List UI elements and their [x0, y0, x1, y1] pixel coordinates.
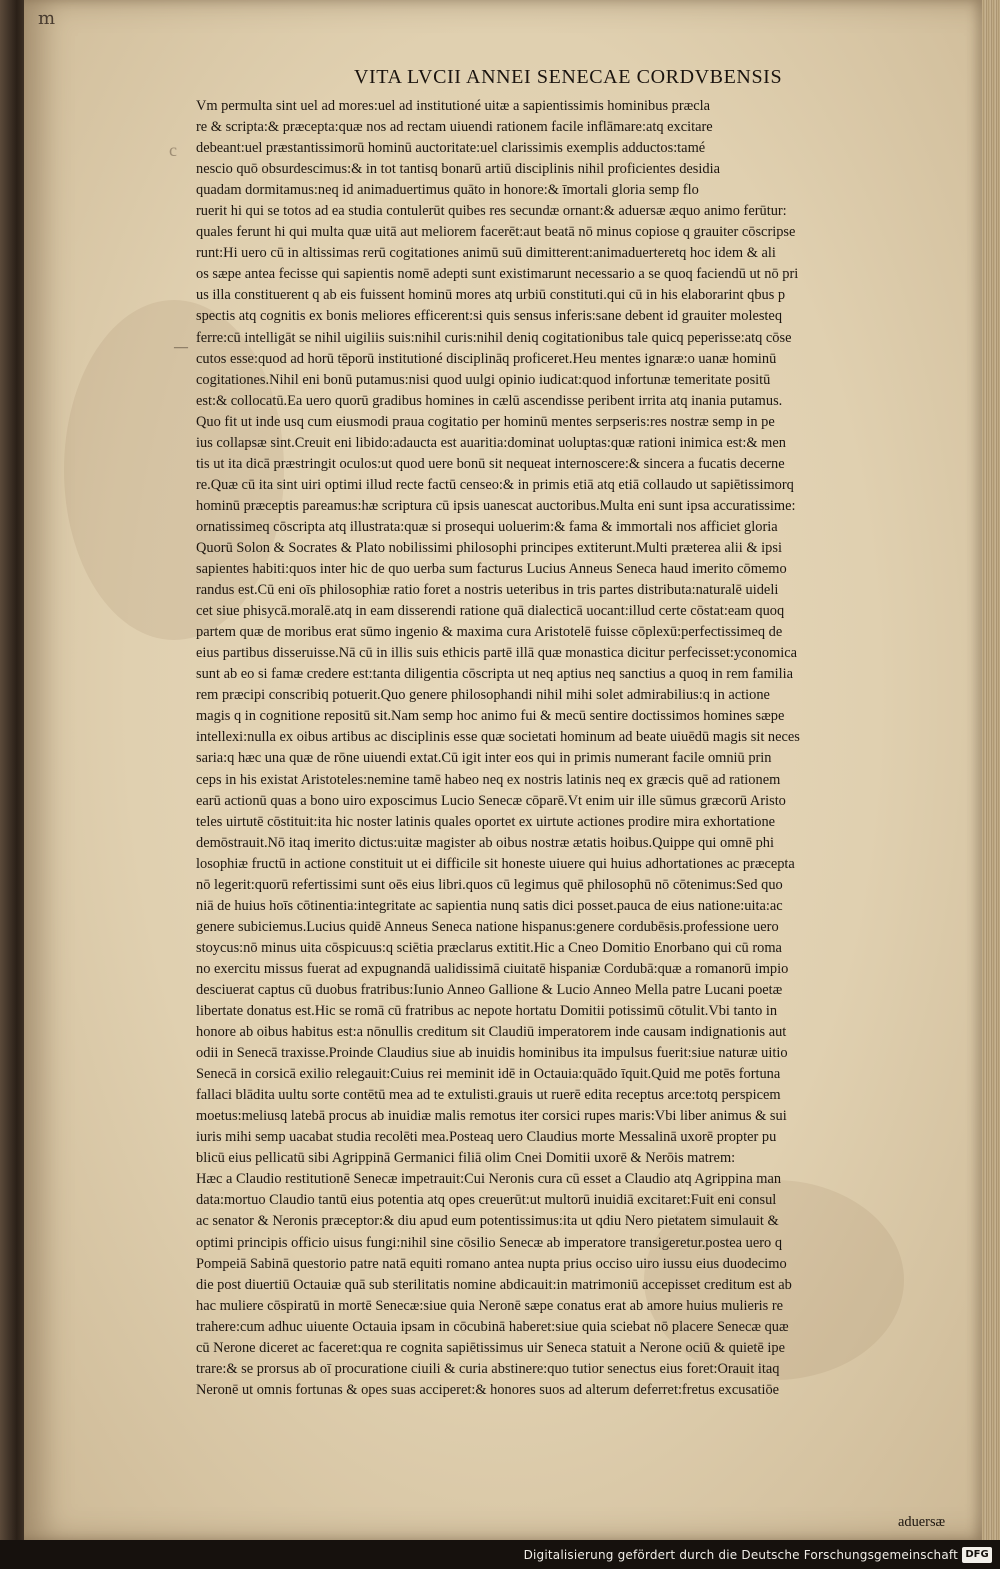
text-line: trahere:cum adhuc uiuente Octauia ipsam in cōcubinā haberet:siue quia sciebat nō placere Senecæ quæ	[196, 1318, 789, 1335]
text-line: sunt ab eo si famæ credere est:tanta diligentia cōscripta ut neq aptius neq sanctius a quoq in rem familia	[196, 666, 794, 683]
text-line: no exercitu missus fuerat ad expugnandā ualidissimā ciuitatē hispaniæ Cordubā:quæ a romanorū impio	[196, 960, 789, 977]
text-line: genere subiciemus.Lucius quidē Anneus Seneca natione hispanus:genere cordubēsis.professione uero	[196, 918, 779, 935]
text-line: ruerit hi qui se totos ad ea studia contulerūt quibes res secundæ ornant:& aduersæ æquo animo ferūtur:	[196, 203, 787, 220]
text-line: spectis atq cognitis ex bonis meliores efficerent:si quis sensus inferis:sane debent id grauiter molesteq	[196, 308, 783, 325]
text-line: quales ferunt hi qui multa quæ uitā aut meliorem facerēt:aut beatā nō minus copiose q grauiter cōscripse	[196, 224, 796, 241]
text-line: Quorū Solon & Socrates & Plato nobilissimi philosophi principes extiterunt.Multi præterea alii & ipsi	[196, 539, 782, 556]
text-line: ornatissimeq cōscripta atq illustrata:quæ si prosequi uoluerim:& fama & immortali nos afficiet gloria	[196, 518, 778, 535]
text-line: re & scripta:& præcepta:quæ nos ad rectam uiuendi rationem facile inflāmare:atq excitare	[196, 119, 713, 136]
text-line: ferre:cū intelligāt se nihil uigiliis suis:nihil curis:nihil deniq cogitationibus tale quicq peperisse:atq cōse	[196, 329, 792, 346]
binding-gutter	[0, 0, 24, 1569]
text-line: partem quæ de moribus erat sūmo ingenio & maxima cura Aristotelē fuisse cōplexū:perfectissimeq de	[196, 624, 783, 641]
footer-credit: Digitalisierung gefördert durch die Deutsche Forschungsgemeinschaft	[523, 1548, 958, 1562]
text-line: optimi principis officio uisus fungi:nihil sine cōsilio Senecæ ab imperatore transigeretur.postea uero q	[196, 1234, 783, 1251]
folio-number: m	[38, 8, 57, 29]
text-line: fallaci blādita uultu sorte contētū mea ad te extulisti.grauis ut ruerē edita receptus arce:totq perspicem	[196, 1087, 781, 1104]
text-line: magis q in cognitione repositū sit.Nam semp hoc animo fui & mecū sentire doctissimos homines sæpe	[196, 708, 785, 725]
text-line: Vm permulta sint uel ad mores:uel ad institutioné uitæ a sapientissimis hominibus præcla	[196, 98, 711, 114]
text-line: honore ab oibus habitus est:a nōnullis creditum sit Claudiū imperatorem inde causam indignationis aut	[196, 1024, 787, 1041]
text-line: die post diuertiū Octauiæ quā sub sterilitatis nomine abdicauit:in matrimoniū accepisset creditum est ab	[196, 1276, 792, 1293]
text-line: data:mortuo Claudio tantū eius potentia atq opes creuerūt:ut multorū inuidiā excitaret:Fuit eni consul	[196, 1192, 777, 1209]
text-line: cutos esse:quod ad horū tēporū institutioné disciplināq proficeret.Heu mentes ignaræ:o uanæ hominū	[196, 350, 777, 367]
running-head: VITA LVCII ANNEI SENECAE CORDVBENSIS	[354, 66, 783, 88]
text-line: Hæc a Claudio restitutionē Senecæ impetrauit:Cui Neronis cura cū esset a Claudio atq Agrippina man	[196, 1171, 782, 1188]
catchword: aduersæ	[898, 1514, 946, 1530]
text-line: cet siue phisycā.moralē.atq in eam disserendi ratione quā dialecticā uocant:illud certe cōstat:eam quoq	[196, 603, 785, 620]
text-line: Senecā in corsicā exilio relegauit:Cuius rei meminit idē in Octauia:quādo īquit.Quid me potēs fortuna	[196, 1066, 781, 1083]
text-line: rem præcipi conscribiq potuerit.Quo genere philosophandi nihil mihi solet admirabilius:q in actione	[196, 687, 770, 704]
book-page	[24, 0, 982, 1540]
text-line: cogitationes.Nihil eni bonū putamus:nisi quod uulgi opinio iudicat:quod infortunæ temeritate positū	[196, 371, 771, 388]
text-line: intellexi:nulla ex oibus artibus ac disciplinis esse quæ societati hominum ad beate uiuēdū magis sit neces	[196, 729, 800, 746]
text-line: odii in Senecā traxisse.Proinde Claudius siue ab inuidis hominibus ita impulsus fuerit:siue naturæ uitio	[196, 1045, 788, 1062]
text-line: nescio quō obsurdescimus:& in tot tantisq bonarū artiū disciplinis nihil proficientes desidia	[196, 161, 720, 178]
text-line: us illa constituerent q ab eis fuissent hominū mores atq urbiū constituti.qui cū in his elaborarint qbus p	[196, 287, 786, 304]
text-line: libertate donatus est.Hic se romā cū fratribus ac nepote hortatu Domitii potissimū cōtulit.Vbi tanto in	[196, 1003, 778, 1020]
text-line: sapientes habiti:quos inter hic de quo uerba sum facturus Lucius Anneus Seneca haud imerito cōmemo	[196, 561, 787, 578]
text-line: demōstrauit.Nō itaq imerito dictus:uitæ magister ab oibus nostræ ætatis hoibus.Quippe qui omnē phi	[196, 834, 774, 851]
text-line: saria:q hæc una quæ de rōne uiuendi extat.Cū igit inter eos qui in primis numerant facile omniū prin	[196, 750, 772, 767]
text-line: blicū eius pellicatū sibi Agrippinā Germanici filiā olim Cnei Domitii uxorē & Nerōis matrem:	[196, 1150, 736, 1167]
body-text	[196, 96, 956, 1401]
text-line: hac muliere cōspiratū in mortē Senecæ:siue quia Neronē sæpe conatus erat ab amore huius mulieris re	[196, 1297, 784, 1314]
text-line: hominū præceptis pareamus:hæ scriptura cū ipsis uanescat auctoribus.Multa eni sunt ipsa accuratissime:	[196, 497, 796, 514]
text-line: losophiæ fructū in actione constituit ut ei difficile sit honeste uiuere qui huius adhortationes ac præcepta	[196, 855, 795, 872]
text-line: re.Quæ cū ita sint uiri optimi illud recte factū censeo:& in primis etiā atq etiā collaudo ut sapiētissimorq	[196, 476, 794, 493]
text-line: randus est.Cū eni oīs philosophiæ ratio foret a nostris ueteribus in tris partes distributa:naturalē uideli	[196, 582, 779, 599]
text-line: niā de huius hoīs cōtinentia:integritate ac sapientia nunq satis dici posset.pauca de eius natione:uita:ac	[196, 897, 783, 914]
margin-note: —	[174, 340, 188, 355]
margin-note: c	[169, 140, 177, 160]
text-line: cū Nerone diceret ac faceret:qua re cognita sapiētissimus uir Seneca statuit a Nerone ociū & quietē ipe	[196, 1339, 785, 1356]
text-line: debeant:uel præstantissimorū hominū auctoritate:uel clarissimis exemplis adductos:tamé	[196, 140, 706, 157]
text-line: ac senator & Neronis præceptor:& diu apud eum potentissimus:ita ut qdiu Nero pietatem simulauit &	[196, 1213, 779, 1230]
text-line: tis ut ita dicā præstringit oculos:ut quod uere bonū sit nequeat internoscere:& sincera a fucatis decerne	[196, 455, 785, 472]
text-line: ceps in his existat Aristoteles:nemine tamē habeo neq ex nostris latinis neq ex græcis quē ad rationem	[196, 771, 781, 788]
text-line: stoycus:nō minus uita cōspicuus:q sciētia præclarus extitit.Hic a Cneo Domitio Enorbano qui cū roma	[196, 939, 782, 956]
text-line: teles uirtutē cōstituit:ita hic noster latinis quales oportet ex uirtute actiones prodire mira exhortatione	[196, 813, 776, 830]
page-edges	[982, 0, 1000, 1540]
text-line: Neronē ut omnis fortunas & opes suas acciperet:& honores suos ad alterum deferret:fretus excusatiōe	[196, 1381, 780, 1398]
text-line: quadam dormitamus:neq id animaduertimus quāto in honore:& īmortali gloria semp flo	[196, 182, 699, 199]
dfg-logo: DFG	[962, 1547, 992, 1563]
text-line: Pompeiā Sabinā questorio patre natā equiti romano antea nupta prius occiso uiro iussu eius duodecimo	[196, 1255, 787, 1272]
text-line: moetus:meliusq latebā procus ab inuidiæ malis remotus iter corsici rupes maris:Vbi liber animus & sui	[196, 1108, 787, 1125]
text-line: trare:& se prorsus ab oī procuratione ciuili & curia abstinere:quo tutior senectus eius foret:Orauit itaq	[196, 1360, 780, 1377]
text-line: os sæpe antea fecisse qui sapientis nomē adepti sunt existimarunt necessario a se quoq faciendū ut nō pri	[196, 266, 799, 283]
text-line: est:& collocatū.Ea uero quorū gradibus homines in cælū ascendisse peribent irrita atq inania putamus.	[196, 392, 783, 409]
text-line: eius partibus disseruisse.Nā cū in illis suis ethicis partē illā quæ monastica dicitur perfecisset:yconomica	[196, 645, 798, 662]
text-line: earū actionū quas a bono uiro exposcimus Lucio Senecæ cōparē.Vt enim uir ille sūmus græcorū Aristo	[196, 792, 786, 809]
text-line: runt:Hi uero cū in altissimas rerū cogitationes animū suū dimitterent:animaduerteretq hoc idem & ali	[196, 245, 776, 262]
text-line: desciuerat captus cū duobus fratribus:Iunio Anneo Gallione & Lucio Anneo Mella patre Lucani poetæ	[196, 981, 783, 998]
text-line: iuris mihi semp uacabat studia recolēti mea.Posteaq uero Claudius morte Messalinā uxorē propter pu	[196, 1129, 777, 1146]
text-line: Quo fit ut inde usq cum eiusmodi praua cogitatio per hominū mentes serpseris:res nostræ semp in pe	[196, 413, 775, 430]
text-line: nō legerit:quorū refertissimi sunt oēs eius libri.quos cū legimus quē philosophū nō cōtenimus:Sed quo	[196, 876, 783, 893]
text-line: ius collapsæ sint.Creuit eni libido:adaucta est auaritia:dominat uoluptas:quæ rationi inimica est:& men	[196, 434, 786, 451]
